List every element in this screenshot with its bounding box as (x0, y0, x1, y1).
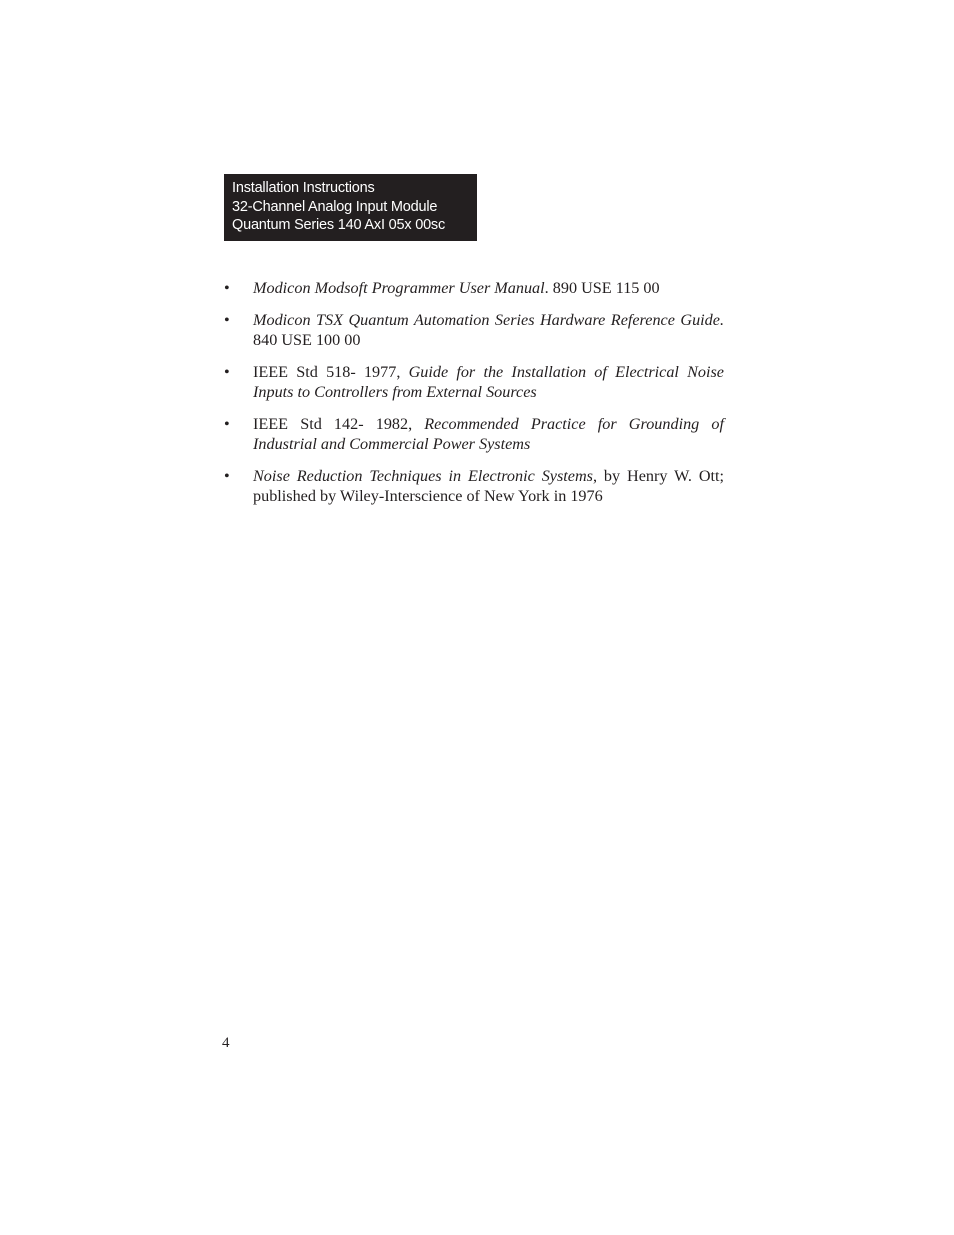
reference-item (224, 466, 724, 507)
reference-item (224, 414, 724, 455)
reference-title: Noise Reduction Techniques in Electronic Systems (253, 466, 593, 485)
reference-prefix: IEEE Std 518- 1977, (253, 362, 409, 381)
page-number: 4 (222, 1035, 230, 1051)
reference-item (224, 362, 724, 403)
reference-suffix: 840 USE 100 00 (253, 331, 361, 349)
reference-title: Guide for the Installation of Electrical Noise Inputs to Controllers from External Sources (253, 362, 724, 401)
reference-item (224, 278, 724, 299)
reference-title: Recommended Practice for Grounding of Industrial and Commercial Power Systems (253, 414, 724, 453)
reference-list (224, 278, 724, 518)
bullet-icon: • (224, 414, 230, 433)
reference-item (224, 310, 724, 351)
reference-prefix: IEEE Std 142- 1982, (253, 414, 425, 433)
reference-suffix: . 890 USE 115 00 (544, 279, 660, 297)
header-line-2: 32-Channel Analog Input Module (232, 198, 438, 215)
document-header-box (224, 174, 477, 241)
reference-title: Modicon Modsoft Programmer User Manual (253, 279, 545, 297)
bullet-icon: • (224, 466, 230, 485)
reference-title: Modicon TSX Quantum Automation Series Hardware Reference Guide. (253, 310, 724, 329)
header-line-3: Quantum Series 140 AxI 05x 00sc (232, 217, 446, 233)
bullet-icon: • (224, 362, 230, 381)
reference-suffix: , by Henry W. Ott; published by Wiley-Interscience of New York in 1976 (253, 466, 725, 505)
header-line-1: Installation Instructions (232, 180, 375, 196)
bullet-icon: • (224, 279, 230, 297)
bullet-icon: • (224, 310, 230, 329)
